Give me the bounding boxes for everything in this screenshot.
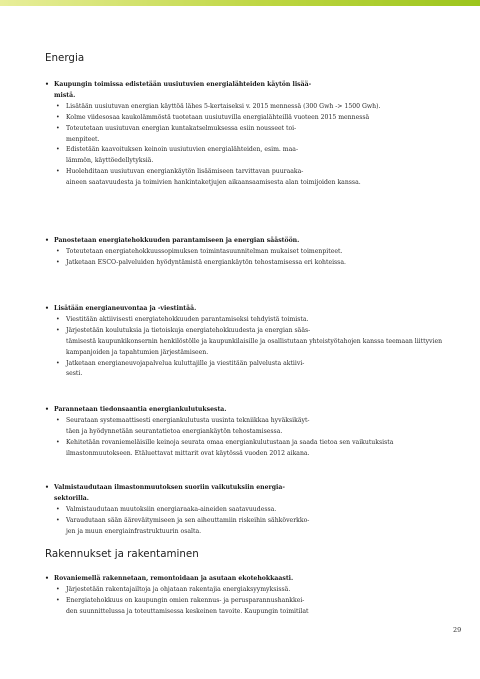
action-item	[66, 359, 445, 381]
action-text: Huolehditaan uusiutuvan energiankäytön lisäämiseen tarvittavan puuraaka- aineen saatavuudesta ja toimivien hankintaketjujen aikaansaamisesta alan toimijoiden kanssa.	[66, 168, 361, 187]
measure-title-text: Lisätään energianeuvontaa ja -viestintää.	[54, 305, 197, 312]
action-item	[66, 167, 445, 189]
measure-group-efficiency	[45, 236, 445, 269]
action-text: Varaudutaan sään ääreväitymiseen ja sen aiheuttamiin riskeihin sähköverkko- jen ja muun energiainfrastruktuurin osalta.	[66, 516, 310, 535]
measure-title	[45, 304, 445, 315]
action-list	[45, 416, 445, 460]
measure-title	[45, 483, 445, 505]
action-text: Viestitään aktiivisesti energiatehokkuuden parantamiseksi tehdyistä toimista.	[66, 315, 309, 323]
section-heading-energia: Energia	[45, 52, 85, 64]
action-text: Toteutetaan uusiutuvan energian kuntakatselmuksessa esiin nousseet toi- menpiteet.	[66, 124, 297, 143]
action-text: Lisätään uusiutuvan energian käyttöä lähes 5-kertaiseksi v. 2015 mennessä (300 Gwh -> 1500 Gwh).	[66, 102, 381, 110]
measure-title-text: Valmistaudutaan ilmastonmuutoksen suoriin vaikutuksiin energia- sektorilla.	[54, 484, 285, 502]
action-text: Jatketaan energianeuvojapalvelua kuluttajille ja viestitään palvelusta aktiivi- sesti.	[66, 359, 305, 378]
measure-group-renewables	[45, 80, 445, 189]
action-text: Järjestetään rakentajailtoja ja ohjataan rakentajia energiaksyymyksissä.	[66, 585, 291, 593]
action-text: Seurataan systemaattisesti energiankulutusta uusinta tekniikkaa hyväksikäyt- täen ja hyödynnetään seurantatietoa energiankäytön tehostamisessa.	[66, 416, 310, 435]
action-text: Kolme viidesosaa kaukolämmöstä tuotetaan uusiutuvilla energialähteillä vuoteen 2015 mennessä	[66, 113, 370, 121]
action-item	[66, 516, 445, 538]
action-list	[45, 585, 445, 618]
action-item	[66, 315, 445, 326]
action-text: Edistetään kaavoituksen keinoin uusiutuvien energialähteiden, esim. maa- lämmön, käyttöedellytyksiä.	[66, 146, 299, 165]
action-text: Jatketaan ESCO-palveluiden hyödyntämistä energiankäytön tehostamisessa eri kohteissa.	[66, 258, 346, 266]
action-list	[45, 505, 445, 538]
action-item	[66, 102, 445, 113]
measure-title-text: Parannetaan tiedonsaantia energiankulutuksesta.	[54, 406, 227, 413]
measure-title-text: Rovaniemellä rakennetaan, remontoidaan ja asutaan ekotehokkaasti.	[54, 575, 294, 582]
action-text: Kehitetään rovaniemeläisille keinoja seurata omaa energiankulutustaan ja saada tietoa sen vaikutuksista ilmastonmuutokseen. Etäluettavat mittarit ovat käytössä vuoden 2012 aikana.	[66, 438, 394, 457]
page-number: 29	[453, 626, 462, 634]
top-accent-bar	[0, 0, 480, 6]
action-item	[66, 247, 445, 258]
action-list	[45, 315, 445, 380]
action-item	[66, 505, 445, 516]
measure-title	[45, 405, 445, 416]
measure-title	[45, 80, 445, 102]
action-text: Valmistaudutaan muutoksiin energiaraaka-aineiden saatavuudessa.	[66, 505, 277, 513]
measure-group-eco-building	[45, 574, 445, 618]
action-text: Energiatehokkuus on kaupungin omien rakennus- ja perusparannushankkei- den suunnittelussa ja toteuttamisessa keskeinen tavoite. Kaupungin toimitilat	[66, 596, 309, 615]
action-item	[66, 326, 445, 359]
measure-title	[45, 574, 445, 585]
action-text: Toteutetaan energiatehokkuussopimuksen toimintasuunnitelman mukaiset toimenpiteet.	[66, 247, 343, 255]
measure-title-text: Kaupungin toimissa edistetään uusiutuvien energialähteiden käytön lisää- mistä.	[54, 81, 312, 99]
section-heading-rakennukset: Rakennukset ja rakentaminen	[45, 548, 199, 560]
action-item	[66, 145, 445, 167]
action-item	[66, 416, 445, 438]
action-list	[45, 102, 445, 189]
action-item	[66, 258, 445, 269]
measure-group-communication	[45, 304, 445, 380]
action-list	[45, 247, 445, 269]
action-item	[66, 124, 445, 146]
measure-group-monitoring	[45, 405, 445, 460]
action-text: Järjestetään koulutuksia ja tietoiskuja energiatehokkuudesta ja energian sääs- tämisestä kaupunkikonsernin henkilöstölle ja kaupunkilaisille ja osallistutaan yhteistyötahojen kanssa teemaan liittyvien kampanjoiden ja tapahtumien järjestämiseen.	[66, 326, 443, 356]
measure-title-text: Panostetaan energiatehokkuuden parantamiseen ja energian säästöön.	[54, 237, 300, 244]
action-item	[66, 113, 445, 124]
action-item	[66, 438, 445, 460]
measure-group-climate-adaptation	[45, 483, 445, 538]
measure-title	[45, 236, 445, 247]
action-item	[66, 585, 445, 596]
action-item	[66, 596, 445, 618]
